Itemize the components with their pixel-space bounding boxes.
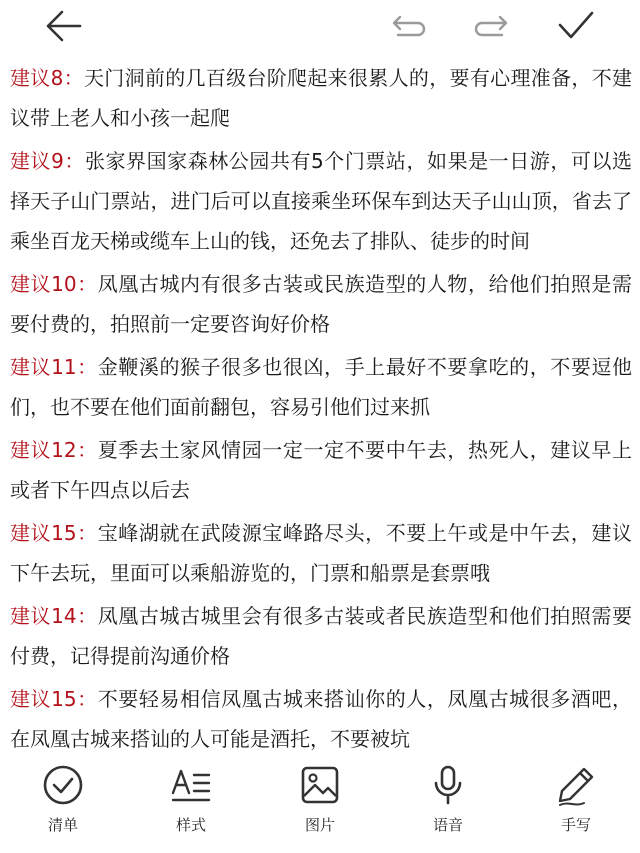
undo-button[interactable] bbox=[382, 4, 434, 48]
confirm-button[interactable] bbox=[550, 4, 602, 48]
note-text: 金鞭溪的猴子很多也很凶，手上最好不要拿吃的，不要逗他们，也不要在他们面前翻包，容易引他们过来抓 bbox=[10, 355, 632, 419]
note-item bbox=[10, 347, 632, 427]
image-button[interactable] bbox=[275, 752, 365, 842]
checklist-label: 清单 bbox=[47, 816, 78, 834]
note-label: 建议15： bbox=[10, 521, 98, 545]
note-item bbox=[10, 141, 632, 261]
note-text: 不要轻易相信凤凰古城来搭讪你的人，凤凰古城很多酒吧，在凤凰古城来搭讪的人可能是酒托，不要被坑 bbox=[10, 687, 632, 751]
text-style-label: 样式 bbox=[175, 816, 206, 834]
checklist-icon bbox=[41, 763, 85, 807]
bottom-toolbar bbox=[0, 752, 640, 842]
note-label: 建议14： bbox=[10, 604, 98, 628]
note-text: 宝峰湖就在武陵源宝峰路尽头，不要上午或是中午去，建议下午去玩，里面可以乘船游览的，门票和船票是套票哦 bbox=[10, 521, 632, 585]
checklist-button[interactable] bbox=[18, 752, 108, 842]
arrow-left-icon bbox=[44, 8, 84, 44]
note-label: 建议10： bbox=[10, 272, 98, 296]
voice-button[interactable] bbox=[403, 752, 493, 842]
redo-icon bbox=[472, 11, 512, 41]
note-label: 建议9： bbox=[10, 149, 85, 173]
note-item bbox=[10, 264, 632, 344]
top-toolbar bbox=[0, 0, 640, 56]
handwrite-label: 手写 bbox=[560, 816, 591, 834]
image-icon bbox=[298, 763, 342, 807]
text-style-icon bbox=[169, 763, 213, 807]
text-style-button[interactable] bbox=[146, 752, 236, 842]
note-label: 建议11： bbox=[10, 355, 98, 379]
note-item bbox=[10, 430, 632, 510]
undo-icon bbox=[388, 11, 428, 41]
image-label: 图片 bbox=[304, 816, 335, 834]
note-text: 夏季去土家风情园一定一定不要中午去，热死人，建议早上或者下午四点以后去 bbox=[10, 438, 632, 502]
note-label: 建议15： bbox=[10, 687, 98, 711]
note-label: 建议8： bbox=[10, 66, 84, 90]
handwrite-button[interactable] bbox=[531, 752, 621, 842]
note-item bbox=[10, 596, 632, 676]
note-item bbox=[10, 58, 632, 138]
note-content[interactable] bbox=[10, 58, 632, 762]
note-text: 凤凰古城内有很多古装或民族造型的人物，给他们拍照是需要付费的，拍照前一定要咨询好价格 bbox=[10, 272, 632, 336]
note-item bbox=[10, 513, 632, 593]
note-text: 张家界国家森林公园共有5个门票站，如果是一日游，可以选择天子山门票站，进门后可以直接乘坐环保车到达天子山山顶，省去了乘坐百龙天梯或缆车上山的钱，还免去了排队、徒步的时间 bbox=[10, 149, 632, 253]
note-label: 建议12： bbox=[10, 438, 98, 462]
note-text: 天门洞前的几百级台阶爬起来很累人的，要有心理准备，不建议带上老人和小孩一起爬 bbox=[10, 66, 632, 130]
pen-icon bbox=[554, 763, 598, 807]
voice-label: 语音 bbox=[432, 816, 463, 834]
note-text: 凤凰古城古城里会有很多古装或者民族造型和他们拍照需要付费，记得提前沟通价格 bbox=[10, 604, 632, 668]
microphone-icon bbox=[426, 763, 470, 807]
redo-button[interactable] bbox=[466, 4, 518, 48]
back-button[interactable] bbox=[38, 4, 90, 48]
note-item bbox=[10, 679, 632, 759]
check-icon bbox=[556, 9, 596, 43]
